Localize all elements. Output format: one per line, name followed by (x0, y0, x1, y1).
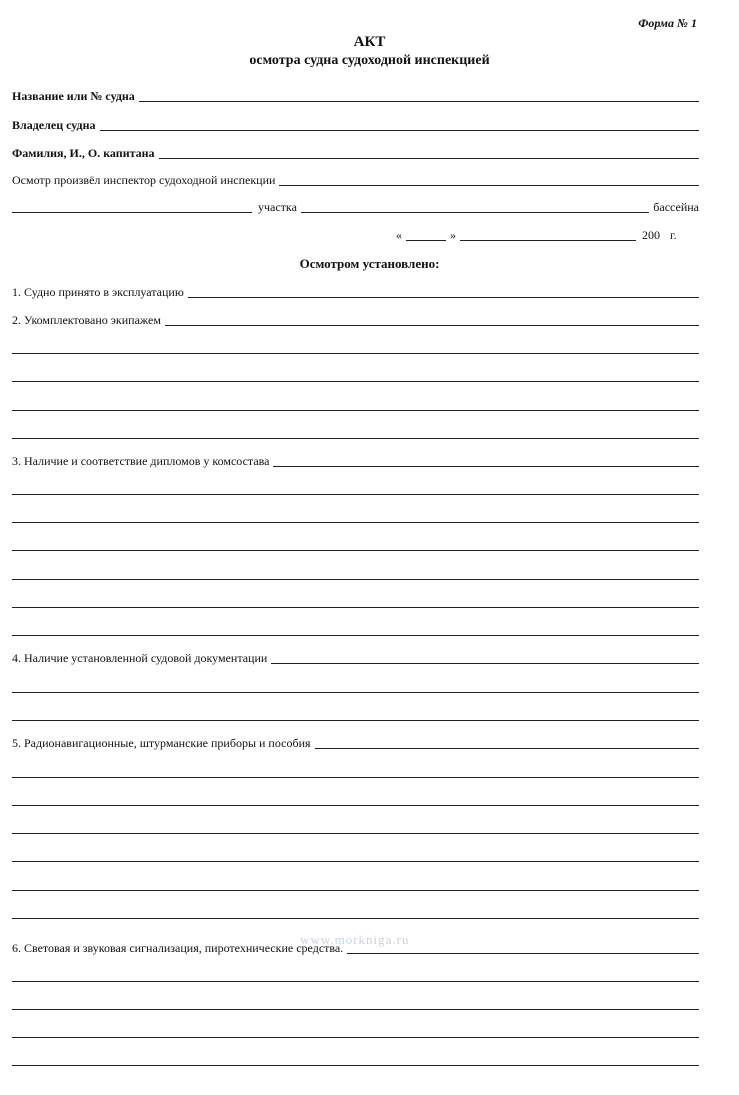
blank-line[interactable] (12, 438, 699, 439)
section-basin-field (12, 199, 699, 215)
year-suffix: г. (670, 228, 677, 242)
form-number: Форма № 1 (638, 16, 697, 30)
blank-line[interactable] (12, 833, 699, 834)
inspector-line[interactable] (279, 185, 699, 186)
item-6 (12, 940, 699, 956)
item-5-label: 5. Радионавигационные, штурманские приборы и пособия (12, 736, 311, 750)
blank-line[interactable] (12, 410, 699, 411)
blank-line[interactable] (12, 692, 699, 693)
findings-heading: Осмотром установлено: (299, 256, 440, 271)
basin-name-line[interactable] (301, 212, 649, 213)
item-6-line[interactable] (347, 953, 699, 954)
vessel-name-field (12, 88, 699, 104)
inspector-label: Осмотр произвёл инспектор судоходной инспекции (12, 173, 276, 187)
blank-line[interactable] (12, 861, 699, 862)
blank-line[interactable] (12, 1065, 699, 1066)
blank-line[interactable] (12, 353, 699, 354)
item-2-label: 2. Укомплектовано экипажем (12, 313, 161, 327)
item-4-label: 4. Наличие установленной судовой документации (12, 651, 268, 665)
blank-line[interactable] (12, 918, 699, 919)
blank-line[interactable] (12, 381, 699, 382)
watermark: www.morkniga.ru (300, 932, 410, 947)
vessel-name-line[interactable] (139, 101, 699, 102)
section-label: участка (258, 200, 297, 214)
basin-label: бассейна (653, 200, 699, 214)
section-name-line[interactable] (12, 212, 252, 213)
blank-line[interactable] (12, 981, 699, 982)
vessel-name-label: Название или № судна (12, 89, 135, 103)
item-5-line[interactable] (315, 748, 699, 749)
item-4-line[interactable] (271, 663, 699, 664)
blank-line[interactable] (12, 635, 699, 636)
date-open-quote: « (396, 228, 402, 242)
captain-field (12, 145, 699, 161)
captain-label: Фамилия, И., О. капитана (12, 146, 155, 160)
year-value: 200 (642, 228, 660, 242)
date-close-quote: » (450, 228, 456, 242)
blank-line[interactable] (12, 805, 699, 806)
blank-line[interactable] (12, 579, 699, 580)
item-1 (12, 284, 699, 300)
item-3-line[interactable] (273, 466, 699, 467)
day-line[interactable] (406, 240, 446, 241)
month-line[interactable] (460, 240, 636, 241)
item-3 (12, 453, 699, 469)
item-3-label: 3. Наличие и соответствие дипломов у комсостава (12, 454, 270, 468)
blank-line[interactable] (12, 607, 699, 608)
owner-line[interactable] (100, 130, 699, 131)
captain-line[interactable] (159, 158, 699, 159)
inspector-field (12, 172, 699, 188)
blank-line[interactable] (12, 890, 699, 891)
item-6-label: 6. Световая и звуковая сигнализация, пиротехнические средства. (12, 941, 344, 955)
item-4 (12, 650, 699, 666)
blank-line[interactable] (12, 1037, 699, 1038)
item-1-label: 1. Судно принято в эксплуатацию (12, 285, 184, 299)
owner-field (12, 117, 699, 133)
date-field (396, 227, 699, 243)
document-subtitle: осмотра судна судоходной инспекцией (249, 53, 490, 68)
item-2-line[interactable] (165, 325, 699, 326)
blank-line[interactable] (12, 494, 699, 495)
blank-line[interactable] (12, 720, 699, 721)
item-1-line[interactable] (188, 297, 699, 298)
blank-line[interactable] (12, 550, 699, 551)
blank-line[interactable] (12, 777, 699, 778)
blank-line[interactable] (12, 1009, 699, 1010)
item-2 (12, 312, 699, 328)
item-5 (12, 735, 699, 751)
document-title: АКТ (353, 34, 386, 50)
owner-label: Владелец судна (12, 118, 96, 132)
blank-line[interactable] (12, 522, 699, 523)
